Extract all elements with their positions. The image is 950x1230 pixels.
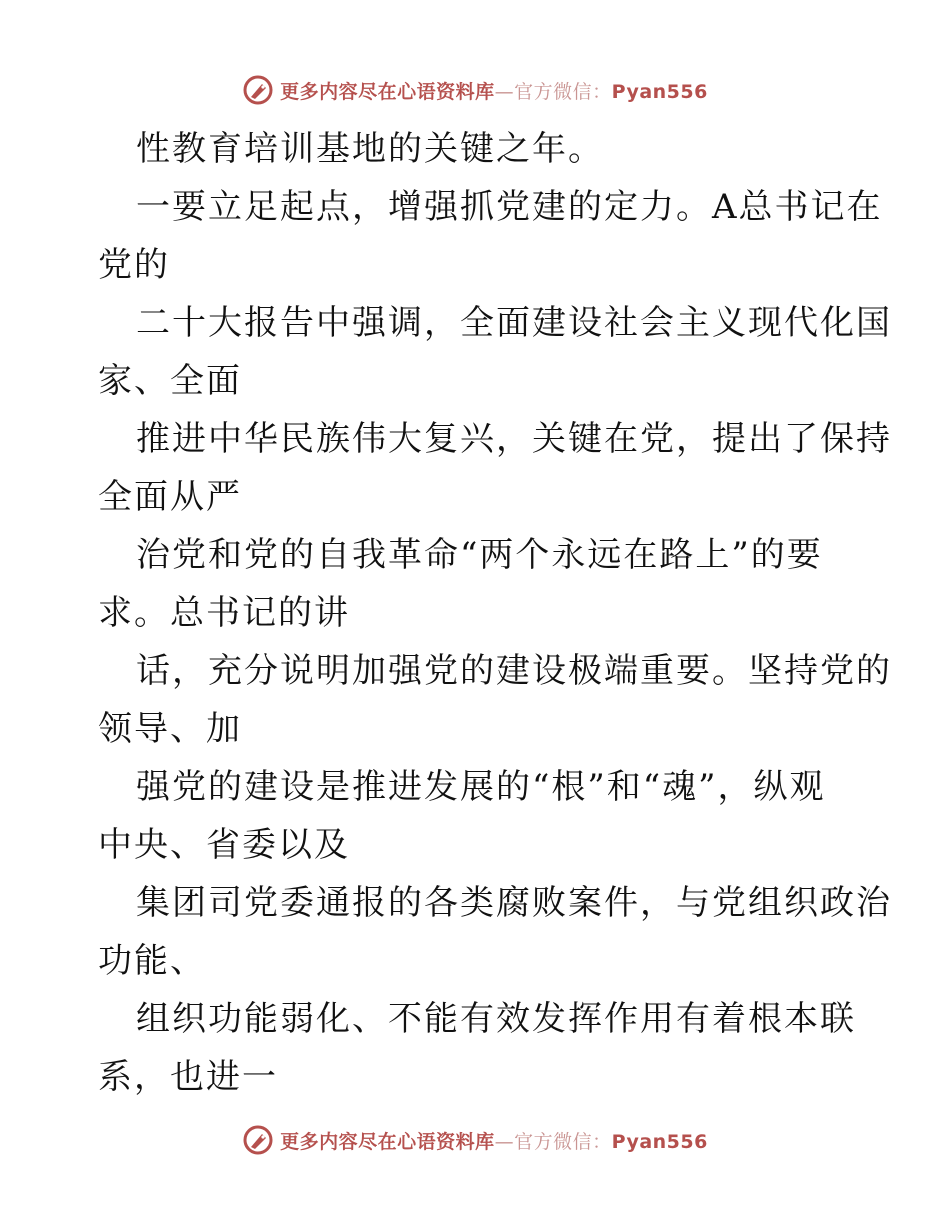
pen-nib-logo-icon <box>242 74 274 106</box>
paragraph-line: 推进中华民族伟大复兴，关键在党，提出了保持 <box>136 419 892 459</box>
paragraph-line: 求。总书记的讲 <box>98 593 350 633</box>
paragraph-line: 集团司党委通报的各类腐败案件，与党组织政治 <box>136 883 892 923</box>
paragraph-line: 话，充分说明加强党的建设极端重要。坚持党的 <box>136 651 892 691</box>
banner-wechat-id: Pyan556 <box>611 80 708 103</box>
banner-wechat-label: —官方微信： <box>494 1130 612 1153</box>
paragraph-line: 强党的建设是推进发展的“根”和“魂”，纵观 <box>136 767 826 807</box>
paragraph-line: 中央、省委以及 <box>98 825 350 865</box>
footer-banner <box>0 1120 950 1160</box>
paragraph-line: 功能、 <box>98 941 206 981</box>
banner-wechat-id: Pyan556 <box>611 1130 708 1153</box>
paragraph-line: 性教育培训基地的关键之年。 <box>136 129 604 169</box>
document-body <box>98 120 892 1106</box>
banner-source-text: 更多内容尽在心语资料库 <box>280 80 495 103</box>
banner-wechat-label: —官方微信： <box>494 80 612 103</box>
paragraph-line: 组织功能弱化、不能有效发挥作用有着根本联 <box>136 999 856 1039</box>
paragraph-line: 全面从严 <box>98 477 242 517</box>
banner-source-text: 更多内容尽在心语资料库 <box>280 1130 495 1153</box>
paragraph-line: 领导、加 <box>98 709 242 749</box>
paragraph-line: 一要立足起点，增强抓党建的定力。A总书记在 <box>136 187 883 227</box>
header-banner <box>0 70 950 110</box>
paragraph-line: 二十大报告中强调，全面建设社会主义现代化国 <box>136 303 892 343</box>
paragraph-line: 系，也进一 <box>98 1057 278 1097</box>
paragraph-line: 家、全面 <box>98 361 242 401</box>
paragraph-line: 党的 <box>98 245 170 285</box>
paragraph-line: 治党和党的自我革命“两个永远在路上”的要 <box>136 535 823 575</box>
pen-nib-logo-icon <box>242 1124 274 1156</box>
